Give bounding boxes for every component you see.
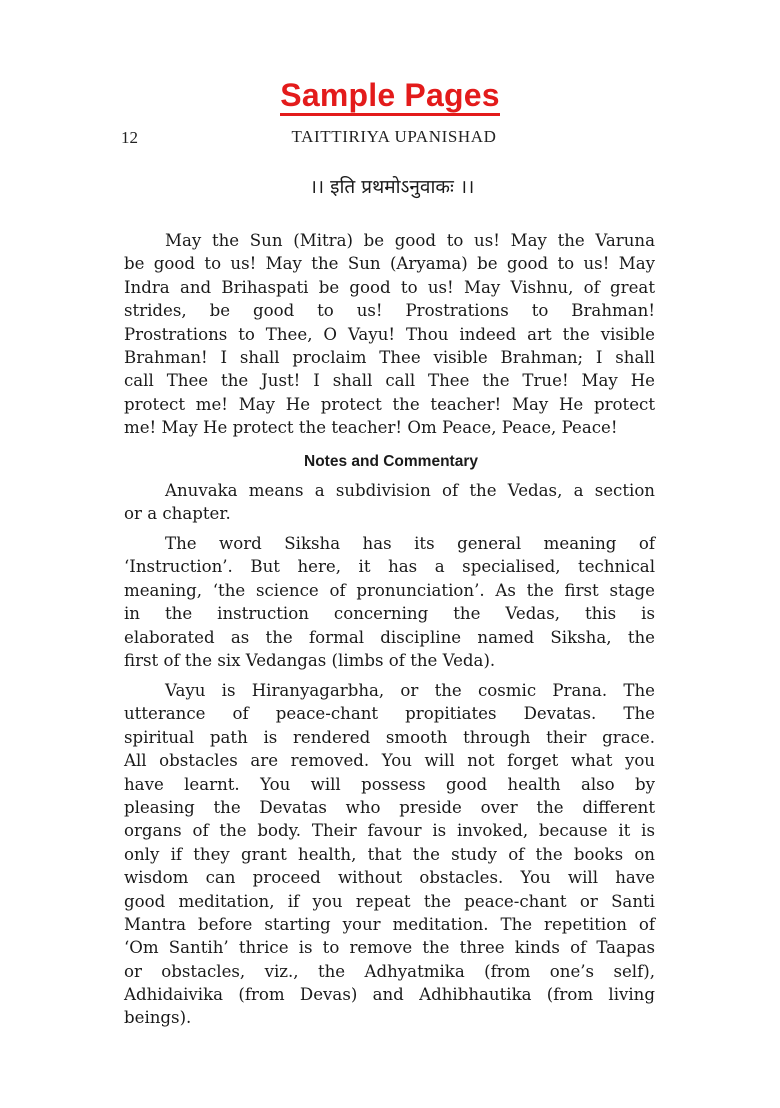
notes-paragraph-vayu [124,679,655,1030]
page-number: 12 [121,128,138,147]
paragraph-line: pleasing the Devatas who preside over the different [124,797,655,817]
banner-label: Sample Pages [280,78,499,116]
paragraph-line: or obstacles, viz., the Adhyatmika (from one’s self), [124,961,655,981]
paragraph-line: meaning, ‘the science of pronunciation’. As the first stage [124,580,655,600]
verse-line: be good to us! May the Sun (Aryama) be good to us! May [124,254,655,274]
paragraph-line: spiritual path is rendered smooth through their grace. [124,727,655,747]
paragraph-line: ‘Instruction’. But here, it has a specialised, technical [124,557,655,577]
paragraph-line: have learnt. You will possess good health also by [124,774,655,794]
paragraph-line: only if they grant health, that the study of the books on [124,844,655,864]
verse-line: protect me! May He protect the teacher! May He protect [124,394,655,414]
paragraph-line: Adhidaivika (from Devas) and Adhibhautika (from living [124,985,655,1005]
paragraph-line: elaborated as the formal discipline named Siksha, the [124,627,655,647]
paragraph-line: organs of the body. Their favour is invoked, because it is [124,821,655,841]
paragraph-line: All obstacles are removed. You will not forget what you [124,751,655,771]
paragraph-line: utterance of peace-chant propitiates Devatas. The [124,704,655,724]
verse-line: May the Sun (Mitra) be good to us! May the Varuna [165,231,655,250]
verse-line: strides, be good to us! Prostrations to Brahman! [124,301,655,321]
sanskrit-section-heading: ।। इति प्रथमोऽनुवाकः ।। [309,176,475,198]
verse-line: me! May He protect the teacher! Om Peace, Peace, Peace! [124,418,618,438]
paragraph-line: ‘Om Santih’ thrice is to remove the three kinds of Taapas [124,938,655,958]
verse-translation [124,229,655,440]
paragraph-line: beings). [124,1008,192,1028]
paragraph-line: first of the six Vedangas (limbs of the Veda). [124,650,496,670]
running-head: TAITTIRIYA UPANISHAD [291,127,497,146]
paragraph-line: wisdom can proceed without obstacles. You will have [124,868,655,888]
notes-heading: Notes and Commentary [304,453,478,470]
verse-line: Brahman! I shall proclaim Thee visible Brahman; I shall [124,347,655,367]
paragraph-line: or a chapter. [124,504,231,524]
paragraph-line: Anuvaka means a subdivision of the Vedas, a section [165,481,655,500]
paragraph-line: in the instruction concerning the Vedas, this is [124,604,655,624]
paragraph-line: The word Siksha has its general meaning of [165,534,655,553]
paragraph-line: Mantra before starting your meditation. The repetition of [124,914,655,934]
verse-line: call Thee the Just! I shall call Thee the True! May He [124,371,655,391]
sample-pages-banner [0,78,780,116]
notes-paragraph-anuvaka [124,479,655,526]
notes-paragraph-siksha [124,532,655,672]
verse-line: Indra and Brihaspati be good to us! May Vishnu, of great [124,277,655,297]
paragraph-line: good meditation, if you repeat the peace-chant or Santi [124,891,655,911]
verse-line: Prostrations to Thee, O Vayu! Thou indeed art the visible [124,324,655,344]
paragraph-line: Vayu is Hiranyagarbha, or the cosmic Prana. The [165,681,655,700]
